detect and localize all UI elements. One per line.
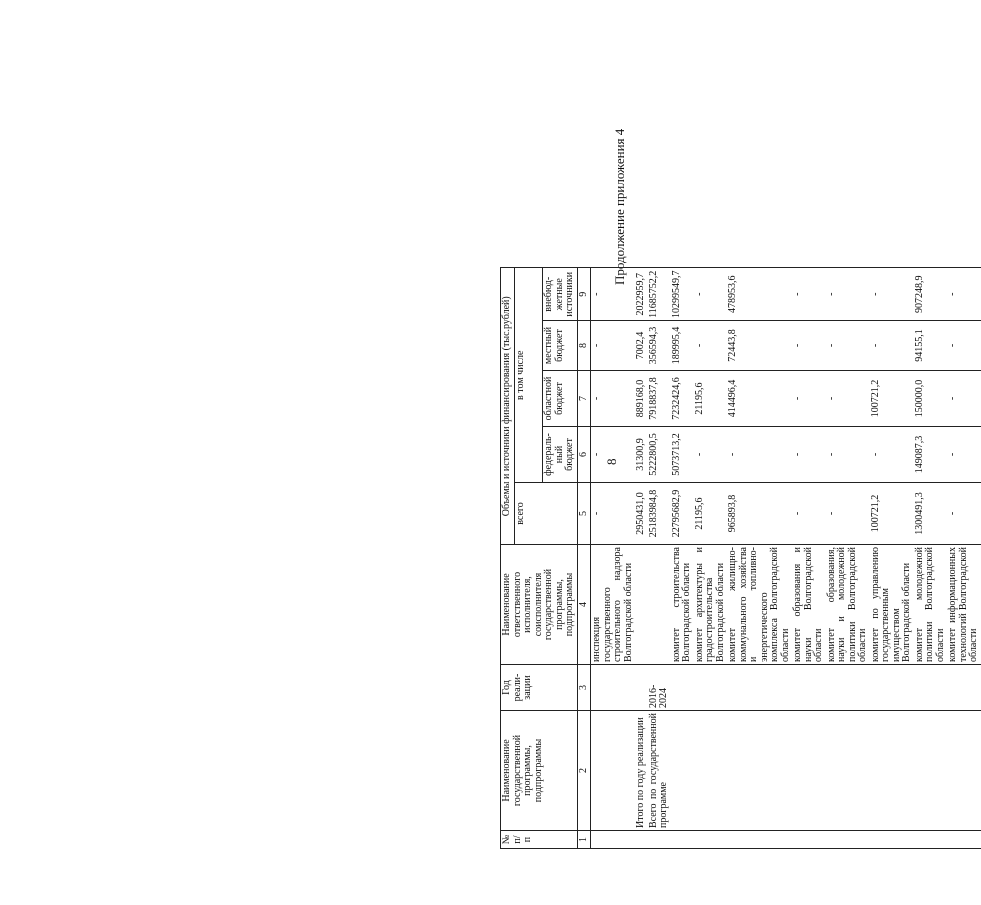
row-number-cell xyxy=(648,831,671,849)
cell-extra: - xyxy=(591,268,636,321)
cell-federal: - xyxy=(947,427,981,483)
cell-year xyxy=(826,665,870,711)
cell-year xyxy=(671,665,694,711)
cell-total: 2950431,0 xyxy=(635,483,648,545)
cell-total: 22795682,9 xyxy=(671,483,694,545)
cell-local: 7002,4 xyxy=(635,321,648,371)
col-number: 7 xyxy=(577,371,591,427)
header-executor: Наименование ответственного исполнителя, соисполнителя государственной программы, подпрограммы xyxy=(501,545,578,665)
table-row xyxy=(648,268,671,849)
cell-executor xyxy=(635,545,648,665)
row-number-cell xyxy=(694,831,728,849)
cell-federal: - xyxy=(727,427,792,483)
cell-regional: 150000,0 xyxy=(914,371,948,427)
cell-executor: комитет образования, науки и молодежной политики Волгоградской области xyxy=(826,545,870,665)
cell-year xyxy=(870,665,914,711)
cell-total: 965893,8 xyxy=(727,483,792,545)
cell-federal: - xyxy=(826,427,870,483)
cell-federal: 5222800,5 xyxy=(648,427,671,483)
cell-local: - xyxy=(792,321,826,371)
cell-regional: - xyxy=(826,371,870,427)
header-regional: областной бюджет xyxy=(543,371,578,427)
cell-local: - xyxy=(870,321,914,371)
cell-federal: 149087,3 xyxy=(914,427,948,483)
cell-program xyxy=(914,711,948,831)
cell-total: - xyxy=(947,483,981,545)
cell-extra: - xyxy=(792,268,826,321)
row-number-cell xyxy=(792,831,826,849)
cell-year xyxy=(947,665,981,711)
header-num: № п/п xyxy=(501,831,578,849)
cell-total: 1300491,3 xyxy=(914,483,948,545)
cell-federal: 31300,9 xyxy=(635,427,648,483)
cell-executor: комитет молодежной политики Волгоградской области xyxy=(914,545,948,665)
row-number-cell xyxy=(591,831,636,849)
cell-federal: - xyxy=(792,427,826,483)
row-number-cell xyxy=(947,831,981,849)
cell-year xyxy=(792,665,826,711)
table-row xyxy=(826,268,870,849)
cell-program xyxy=(727,711,792,831)
header-volumes: Объемы и источники финансирования (тыс.рублей) xyxy=(501,268,515,545)
col-number: 8 xyxy=(577,321,591,371)
header-extra: внебюд-жетные источники xyxy=(543,268,578,321)
table-row xyxy=(947,268,981,849)
table-row xyxy=(914,268,948,849)
col-number: 6 xyxy=(577,427,591,483)
cell-program xyxy=(947,711,981,831)
cell-extra: - xyxy=(870,268,914,321)
table-row xyxy=(671,268,694,849)
cell-local: 356594,3 xyxy=(648,321,671,371)
cell-extra: 478953,6 xyxy=(727,268,792,321)
col-number: 1 xyxy=(577,831,591,849)
financing-table xyxy=(500,268,981,850)
cell-year xyxy=(694,665,728,711)
cell-year xyxy=(635,665,648,711)
cell-program xyxy=(591,711,636,831)
cell-extra: 2022959,7 xyxy=(635,268,648,321)
col-number: 2 xyxy=(577,711,591,831)
cell-executor: комитет строительства Волгоградской области xyxy=(671,545,694,665)
cell-local: 72443,8 xyxy=(727,321,792,371)
cell-regional: 100721,2 xyxy=(870,371,914,427)
cell-program xyxy=(671,711,694,831)
table-row xyxy=(792,268,826,849)
cell-total: 100721,2 xyxy=(870,483,914,545)
cell-federal: 5073713,2 xyxy=(671,427,694,483)
cell-federal: - xyxy=(591,427,636,483)
cell-year xyxy=(914,665,948,711)
header-local: местный бюджет xyxy=(543,321,578,371)
col-number: 4 xyxy=(577,545,591,665)
cell-extra: 11685752,2 xyxy=(648,268,671,321)
header-year: Год реали-зации xyxy=(501,665,578,711)
table-row xyxy=(591,268,636,849)
header-including: в том числе xyxy=(514,268,543,483)
cell-program xyxy=(694,711,728,831)
cell-executor: комитет жилищно-коммунального хозяйства и топливно-энергетического комплекса Волгоградской области xyxy=(727,545,792,665)
cell-executor: комитет архитектуры и градостроительства Волгоградской области xyxy=(694,545,728,665)
cell-total: 21195,6 xyxy=(694,483,728,545)
cell-extra: - xyxy=(947,268,981,321)
cell-regional: 21195,6 xyxy=(694,371,728,427)
cell-program xyxy=(826,711,870,831)
continuation-note: Продолжение приложения 4 xyxy=(612,128,627,285)
cell-local: - xyxy=(826,321,870,371)
cell-regional: 7232424,6 xyxy=(671,371,694,427)
header-federal: федераль-ный бюджет xyxy=(543,427,578,483)
table-row xyxy=(694,268,728,849)
cell-regional: - xyxy=(591,371,636,427)
cell-federal: - xyxy=(870,427,914,483)
cell-year xyxy=(591,665,636,711)
cell-extra: - xyxy=(694,268,728,321)
cell-executor: комитет по управлению государственным имуществом Волгоградской области xyxy=(870,545,914,665)
cell-executor: комитет образования и науки Волгоградской области xyxy=(792,545,826,665)
table-body xyxy=(591,268,981,849)
cell-total: - xyxy=(826,483,870,545)
col-number: 3 xyxy=(577,665,591,711)
cell-year: 2016-2024 xyxy=(648,665,671,711)
col-number: 5 xyxy=(577,483,591,545)
cell-program xyxy=(792,711,826,831)
cell-program: Всего по государственной программе xyxy=(648,711,671,831)
cell-regional: - xyxy=(947,371,981,427)
table-row xyxy=(727,268,792,849)
cell-local: - xyxy=(694,321,728,371)
cell-program: Итого по году реализации xyxy=(635,711,648,831)
cell-executor: инспекция государственного строительного надзора Волгоградской области xyxy=(591,545,636,665)
cell-total: - xyxy=(792,483,826,545)
cell-extra: - xyxy=(826,268,870,321)
cell-regional: - xyxy=(792,371,826,427)
header-total: всего xyxy=(514,483,577,545)
cell-regional: 7918837,8 xyxy=(648,371,671,427)
cell-local: 94155,1 xyxy=(914,321,948,371)
table-row xyxy=(870,268,914,849)
cell-executor: комитет информационных технологий Волгоградской области xyxy=(947,545,981,665)
cell-federal: - xyxy=(694,427,728,483)
row-number-cell xyxy=(727,831,792,849)
page-number: 8 xyxy=(604,458,619,465)
header-program: Наименование государственной программы, подпрограммы xyxy=(501,711,578,831)
cell-regional: 889168,0 xyxy=(635,371,648,427)
row-number-cell xyxy=(635,831,648,849)
table-row xyxy=(635,268,648,849)
col-number: 9 xyxy=(577,268,591,321)
row-number-cell xyxy=(826,831,870,849)
cell-local: - xyxy=(947,321,981,371)
row-number-cell xyxy=(671,831,694,849)
row-number-cell xyxy=(870,831,914,849)
cell-year xyxy=(727,665,792,711)
cell-local: 189995,4 xyxy=(671,321,694,371)
cell-regional: 414496,4 xyxy=(727,371,792,427)
cell-total: 25183984,8 xyxy=(648,483,671,545)
cell-local: - xyxy=(591,321,636,371)
cell-extra: 907248,9 xyxy=(914,268,948,321)
cell-executor xyxy=(648,545,671,665)
cell-extra: 10299549,7 xyxy=(671,268,694,321)
column-number-row xyxy=(577,268,591,849)
cell-program xyxy=(870,711,914,831)
cell-total: - xyxy=(591,483,636,545)
row-number-cell xyxy=(914,831,948,849)
